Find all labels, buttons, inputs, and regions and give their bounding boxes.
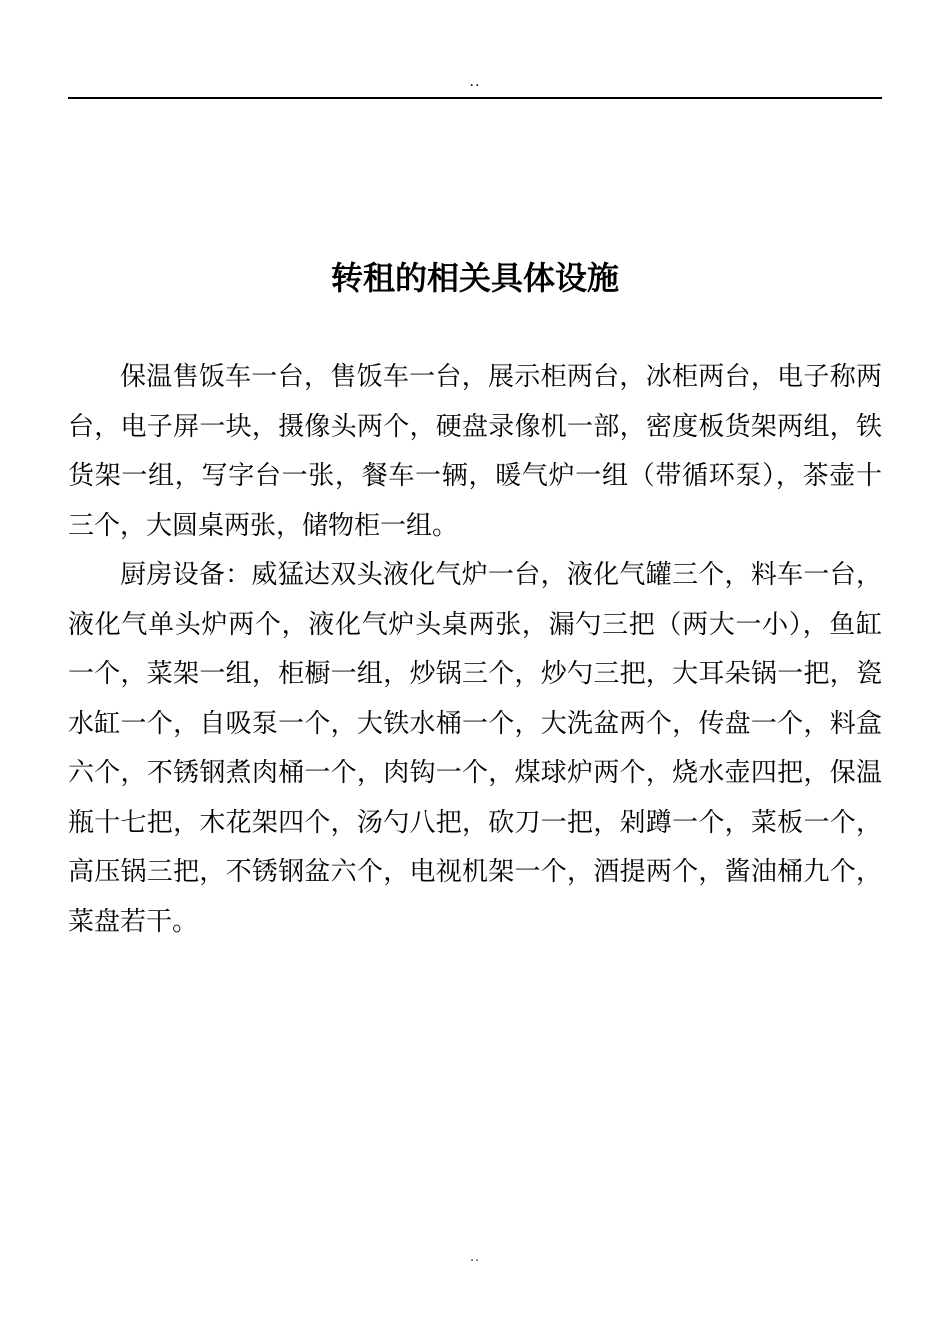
paragraph-kitchen-equipment: 厨房设备：威猛达双头液化气炉一台，液化气罐三个，料车一台，液化气单头炉两个，液化气炉头桌两张，漏勺三把（两大一小），鱼缸一个，菜架一组，柜橱一组，炒锅三个，炒勺三把，大耳朵锅一把，瓷水缸一个，自吸泵一个，大铁水桶一个，大洗盆两个，传盘一个，料盒六个，不锈钢煮肉桶一个，肉钩一个，煤球炉两个，烧水壶四把，保温瓶十七把，木花架四个，汤勺八把，砍刀一把，剁蹲一个，菜板一个，高压锅三把，不锈钢盆六个，电视机架一个，酒提两个，酱油桶九个，菜盘若干。 (68, 560, 882, 937)
header-rule (68, 97, 882, 99)
paragraph-facilities: 保温售饭车一台，售饭车一台，展示柜两台，冰柜两台，电子称两台，电子屏一块，摄像头两个，硬盘录像机一部，密度板货架两组，铁货架一组，写字台一张，餐车一辆，暖气炉一组（带循环泵），茶壶十三个，大圆桌两张，储物柜一组。 (68, 362, 882, 541)
footer-mark: .. (470, 1250, 480, 1264)
document-title: 转租的相关具体设施 (330, 259, 619, 297)
header-mark: .. (469, 74, 481, 90)
document-body (68, 353, 882, 947)
